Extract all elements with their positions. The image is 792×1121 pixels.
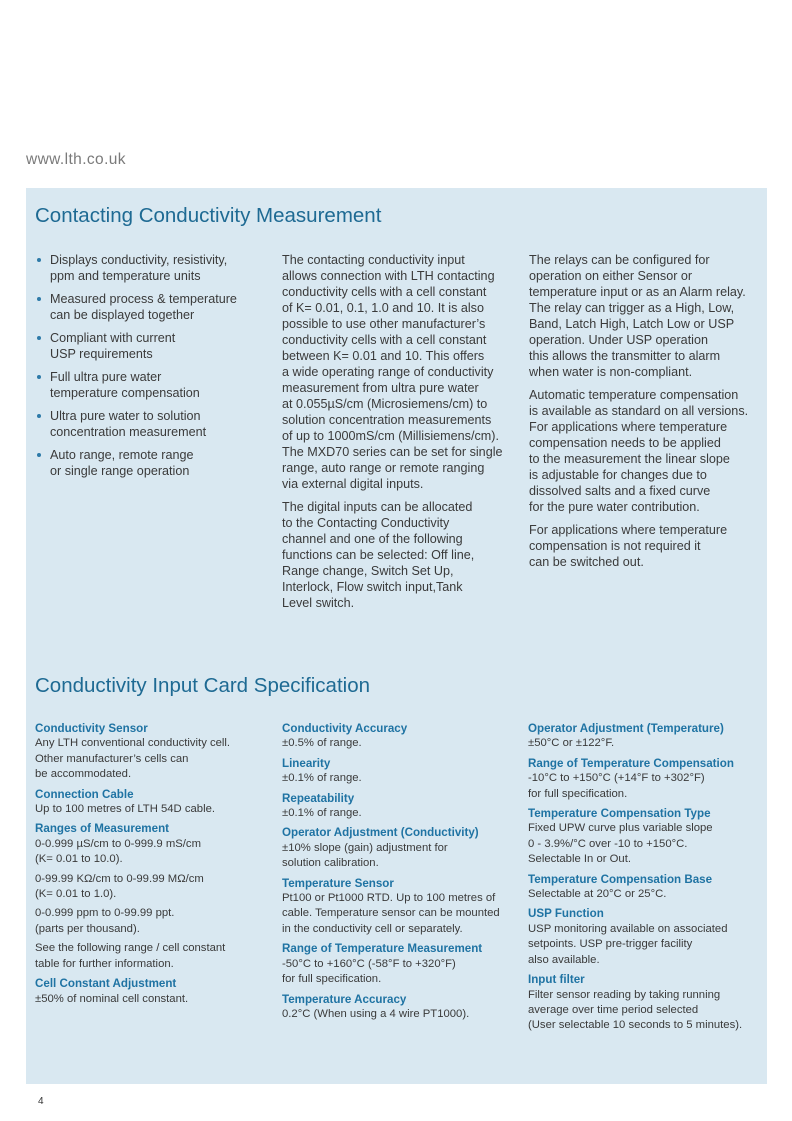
paragraph-line: operation on either Sensor or [529,269,693,283]
paragraph-line: can be switched out. [529,555,644,569]
feature-bullet-item [35,408,267,440]
bullet-text-line: USP requirements [50,347,153,361]
paragraph-line: functions can be selected: Off line, [282,548,475,562]
spec-value-line: Other manufacturer’s cells can [35,752,189,765]
spec-value-line: ±50°C or ±122°F. [528,737,615,750]
paragraph-line: The contacting conductivity input [282,253,465,267]
spec-value-line: Any LTH conventional conductivity cell. [35,737,231,750]
spec-label: USP Function [528,907,604,921]
website-url: www.lth.co.uk [26,151,126,168]
spec-value [282,841,518,872]
spec-value [282,1007,518,1022]
paragraph-line: The relays can be configured for [529,253,710,267]
spec-item [282,941,518,987]
spec-value-line: in the conductivity cell or separately. [282,922,463,935]
paragraph-line: solution concentration measurements [282,413,492,427]
spec-value-line: ±0.1% of range. [282,772,362,785]
spec-label: Connection Cable [35,787,134,801]
paragraph-line: at 0.055µS/cm (Microsiemens/cm) to [282,397,488,411]
feature-bullet-item [35,252,267,284]
bullet-dot-icon [37,258,41,262]
spec-value-line: ±0.1% of range. [282,807,362,820]
feature-bullet-item [35,291,267,323]
paragraph-line: range, auto range or remote ranging [282,461,485,475]
spec-label: Conductivity Accuracy [282,722,408,735]
spec-label: Range of Temperature Compensation [528,756,734,770]
feature-bullet-item [35,369,267,401]
paragraph-line: channel and one of the following [282,532,463,546]
paragraph-line: of up to 1000mS/cm (Millisiemens/cm). [282,429,499,443]
spec-value-line: Fixed UPW curve plus variable slope [528,822,713,835]
body-paragraph [282,499,518,611]
spec-value [35,992,271,1007]
paragraph-line: The relay can trigger as a High, Low, [529,301,735,315]
spec-value [282,957,518,988]
body-paragraph [529,252,761,380]
paragraph-line: via external digital inputs. [282,477,424,491]
paragraph-line: Band, Latch High, Latch Low or USP [529,317,735,331]
paragraph-line: measurement from ultra pure water [282,381,479,395]
bullet-text-line: Auto range, remote range [50,448,194,462]
spec-value-line: Filter sensor reading by taking running [528,988,721,1001]
spec-label: Conductivity Sensor [35,722,148,735]
spec-value-line: Pt100 or Pt1000 RTD. Up to 100 metres of [282,892,496,905]
spec-value-line: 0-0.999 ppm to 0-99.99 ppt. [35,907,175,920]
spec-value [528,821,764,867]
paragraph-line: Interlock, Flow switch input,Tank [282,580,463,594]
section-title-specification: Conductivity Input Card Specification [35,674,371,697]
spec-value [35,941,271,972]
spec-value-line: 0-0.999 µS/cm to 0-999.9 mS/cm [35,837,201,850]
paragraph-line: compensation is not required it [529,539,701,553]
paragraph-line: is adjustable for changes due to [529,468,707,482]
spec-item [528,872,764,903]
bullet-dot-icon [37,414,41,418]
spec-value [528,988,764,1034]
spec-label: Range of Temperature Measurement [282,942,483,956]
bullet-text-line: concentration measurement [50,425,207,439]
feature-bullet-item [35,447,267,479]
spec-label: Repeatability [282,791,355,805]
spec-item [35,721,271,783]
spec-value-line: USP monitoring available on associated [528,922,728,935]
bullet-text-line: ppm and temperature units [50,269,201,283]
spec-value [528,771,764,802]
spec-value-line: average over time period selected [528,1003,699,1016]
spec-value-line: (K= 0.01 to 1.0). [35,888,117,901]
spec-value [282,891,518,937]
bullet-dot-icon [37,453,41,457]
spec-item [35,821,271,972]
page-number: 4 [38,1096,44,1107]
spec-value [282,806,518,821]
paragraph-line: Range change, Switch Set Up, [282,564,454,578]
spec-value-line: Selectable at 20°C or 25°C. [528,888,667,901]
feature-list [35,252,267,479]
spec-value-line: for full specification. [282,973,382,986]
paragraph-line: operation. Under USP operation [529,333,708,347]
spec-item [35,976,271,1007]
spec-label: Operator Adjustment (Temperature) [528,722,724,735]
spec-value [35,736,271,782]
bullet-text-line: Measured process & temperature [50,292,237,306]
spec-item [282,825,518,871]
spec-item [528,756,764,802]
body-paragraph [529,522,761,570]
spec-value-line: ±50% of nominal cell constant. [35,992,189,1005]
section-title-contacting: Contacting Conductivity Measurement [35,204,382,227]
paragraph-line: The MXD70 series can be set for single [282,445,503,459]
paragraph-line: for the pure water contribution. [529,500,700,514]
bullet-text-line: Displays conductivity, resistivity, [50,253,228,267]
spec-value [282,736,518,751]
spec-value-line: 0.2°C (When using a 4 wire PT1000). [282,1007,470,1020]
bullet-text-line: Full ultra pure water [50,370,162,384]
bullet-dot-icon [37,297,41,301]
spec-item [528,806,764,868]
spec-value-line: -10°C to +150°C (+14°F to +302°F) [528,772,705,785]
spec-label: Linearity [282,756,331,770]
spec-value [282,771,518,786]
paragraph-line: temperature input or as an Alarm relay. [529,285,746,299]
spec-label: Input filter [528,973,585,987]
bullet-dot-icon [37,375,41,379]
spec-value [35,802,271,817]
body-paragraph [529,387,761,515]
spec-value-line: 0-99.99 KΩ/cm to 0-99.99 MΩ/cm [35,872,204,885]
spec-value-line: -50°C to +160°C (-58°F to +320°F) [282,957,456,970]
spec-value [35,837,271,868]
spec-value-line: setpoints. USP pre-trigger facility [528,938,693,951]
feature-bullets-column [35,252,267,486]
paragraph-line: this allows the transmitter to alarm [529,349,721,363]
paragraph-line: is available as standard on all versions. [529,404,749,418]
paragraph-line: to the Contacting Conductivity [282,516,450,530]
spec-column-1 [35,721,271,1011]
paragraph-line: For applications where temperature [529,523,728,537]
spec-label: Temperature Accuracy [282,992,407,1006]
paragraph-line: allows connection with LTH contacting [282,269,495,283]
spec-item [35,787,271,818]
bullet-text-line: or single range operation [50,464,190,478]
spec-item [282,791,518,822]
paragraph-line: of K= 0.01, 0.1, 1.0 and 10. It is also [282,301,484,315]
feature-bullet-item [35,330,267,362]
paragraph-line: For applications where temperature [529,420,728,434]
spec-label: Temperature Compensation Type [528,807,711,821]
spec-value-line: be accommodated. [35,768,132,781]
description-column-3 [529,252,761,577]
spec-item [528,721,764,752]
spec-label: Ranges of Measurement [35,822,170,836]
paragraph-line: The digital inputs can be allocated [282,500,473,514]
paragraph-line: to the measurement the linear slope [529,452,730,466]
spec-column-3 [528,721,764,1038]
spec-item [282,756,518,787]
spec-value-line: for full specification. [528,787,628,800]
spec-value-line: also available. [528,953,600,966]
paragraph-line: dissolved salts and a fixed curve [529,484,711,498]
description-column-2 [282,252,518,618]
body-paragraph [282,252,518,492]
paragraph-line: Level switch. [282,596,355,610]
spec-item [282,876,518,938]
spec-item [528,972,764,1034]
spec-label: Cell Constant Adjustment [35,977,177,991]
paragraph-line: compensation needs to be applied [529,436,721,450]
spec-item [282,992,518,1023]
spec-value-line: solution calibration. [282,857,379,870]
bullet-dot-icon [37,336,41,340]
spec-value [35,872,271,903]
spec-value [528,736,764,751]
paragraph-line: Automatic temperature compensation [529,388,739,402]
spec-value-line: cable. Temperature sensor can be mounted [282,907,500,920]
spec-item [528,906,764,968]
spec-value-line: ±0.5% of range. [282,737,362,750]
paragraph-line: a wide operating range of conductivity [282,365,494,379]
paragraph-line: when water is non-compliant. [529,365,693,379]
spec-value-line: 0 - 3.9%/°C over -10 to +150°C. [528,837,688,850]
spec-value-line: Up to 100 metres of LTH 54D cable. [35,803,215,816]
spec-item [282,721,518,752]
bullet-text-line: Compliant with current [50,331,176,345]
bullet-text-line: can be displayed together [50,308,195,322]
spec-value-line: (parts per thousand). [35,922,140,935]
bullet-text-line: Ultra pure water to solution [50,409,201,423]
paragraph-line: conductivity cells with a cell constant [282,333,487,347]
spec-value-line: See the following range / cell constant [35,942,226,955]
spec-value-line: (K= 0.01 to 10.0). [35,853,123,866]
spec-label: Operator Adjustment (Conductivity) [282,826,479,840]
spec-value-line: ±10% slope (gain) adjustment for [282,841,448,854]
spec-column-2 [282,721,518,1026]
paragraph-line: conductivity cells with a cell constant [282,285,487,299]
spec-value [528,922,764,968]
paragraph-line: possible to use other manufacturer’s [282,317,486,331]
spec-value-line: table for further information. [35,957,174,970]
spec-value-line: Selectable In or Out. [528,853,631,866]
spec-value [528,887,764,902]
spec-value [35,906,271,937]
spec-label: Temperature Sensor [282,876,394,890]
spec-value-line: (User selectable 10 seconds to 5 minutes). [528,1019,743,1032]
paragraph-line: between K= 0.01 and 10. This offers [282,349,485,363]
spec-label: Temperature Compensation Base [528,872,713,886]
bullet-text-line: temperature compensation [50,386,200,400]
